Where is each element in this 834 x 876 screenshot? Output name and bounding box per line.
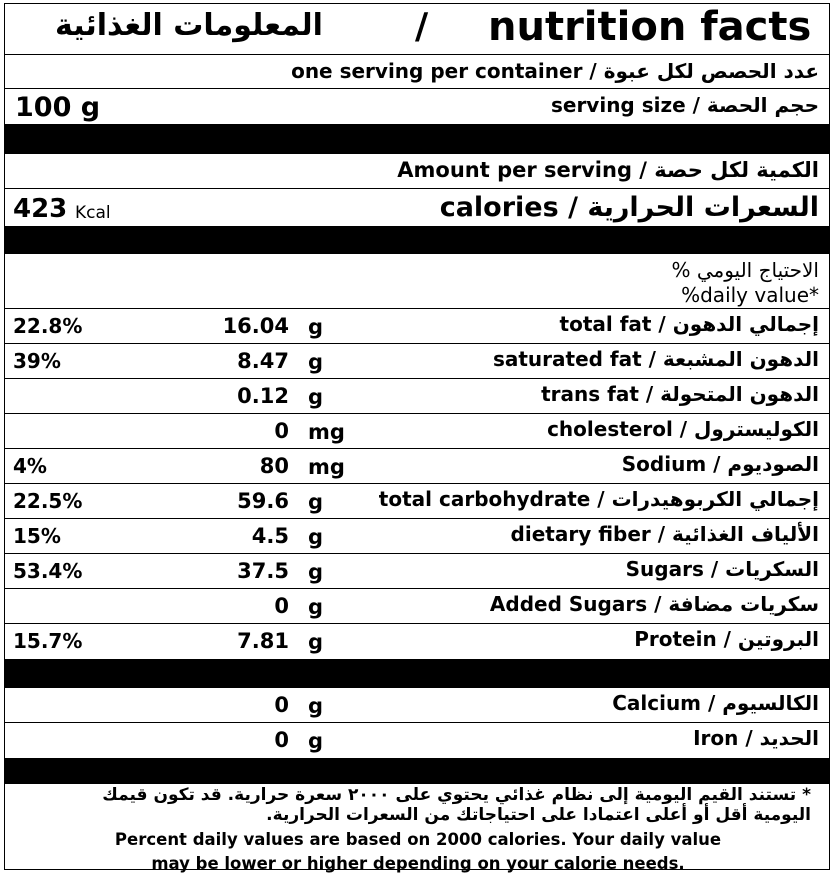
mineral-name: Calcium / الكالسيوم [612, 691, 819, 715]
daily-value-percent: 15.7% [13, 629, 83, 653]
nutrient-amount: 16.04 [222, 314, 289, 338]
mineral-unit: g [308, 729, 324, 753]
nutrition-facts-label [4, 3, 830, 873]
nutrient-amount: 0.12 [237, 384, 289, 408]
mineral-row-iron [5, 723, 829, 758]
nutrient-amount: 8.47 [237, 349, 289, 373]
title-arabic: المعلومات الغذائية [55, 8, 323, 43]
footnote-arabic: * تستند القيم اليومية إلى نظام غذائي يحتوي على ٢٠٠٠ سعرة حرارية. قد تكون قيمك اليومية أقل أو أعلى اعتمادا على احتياجاتك من السعرات الحرارية. [102, 785, 811, 825]
calories-value: 423 [13, 194, 68, 224]
daily-value-header-en: %daily value* [681, 283, 819, 307]
nutrient-unit: g [308, 350, 324, 374]
footnote [5, 784, 829, 873]
nutrient-unit: g [308, 385, 324, 409]
nutrient-amount: 37.5 [237, 559, 289, 583]
nutrient-row-sugars [5, 554, 829, 589]
nutrient-row-dietary-fiber [5, 519, 829, 554]
divider-bar [5, 125, 829, 154]
serving-size-value: 100 g [15, 92, 101, 123]
calories-label: calories / السعرات الحرارية [439, 192, 819, 223]
nutrient-amount: 80 [259, 454, 289, 478]
nutrient-row-total-fat [5, 309, 829, 344]
nutrient-amount: 0 [274, 594, 289, 618]
nutrient-row-protein [5, 624, 829, 659]
daily-value-header-row [5, 254, 829, 309]
divider-bar [5, 758, 829, 784]
nutrient-row-saturated-fat [5, 344, 829, 379]
daily-value-percent: 4% [13, 454, 47, 478]
serving-size-label: serving size / حجم الحصة [550, 93, 819, 117]
nutrient-row-total-carbohydrate [5, 484, 829, 519]
nutrient-unit: mg [308, 420, 345, 444]
serving-size-row [5, 89, 829, 125]
footnote-english: Percent daily values are based on 2000 calories. Your daily value may be lower or higher depending on your calorie needs. [114, 830, 722, 873]
divider-bar [5, 227, 829, 254]
daily-value-percent: 53.4% [13, 559, 83, 583]
mineral-unit: g [308, 694, 324, 718]
mineral-name: Iron / الحديد [693, 726, 819, 750]
calories-row [5, 189, 829, 227]
nutrient-unit: g [308, 525, 324, 549]
servings-per-container: one serving per container / عدد الحصص لكل عبوة [291, 59, 819, 83]
nutrient-row-trans-fat [5, 379, 829, 414]
nutrient-name: Sodium / الصوديوم [621, 452, 819, 476]
nutrient-row-cholesterol [5, 414, 829, 449]
daily-value-percent: 22.8% [13, 314, 83, 338]
nutrient-unit: g [308, 560, 324, 584]
nutrient-name: Added Sugars / سكريات مضافة [489, 592, 819, 616]
servings-per-container-row [5, 55, 829, 89]
daily-value-header-ar: % الاحتياج اليومي [671, 258, 819, 282]
title-english: nutrition facts [488, 4, 812, 50]
nutrient-row-sodium [5, 449, 829, 484]
nutrient-amount: 0 [274, 419, 289, 443]
amount-per-serving-row [5, 154, 829, 189]
daily-value-percent: 39% [13, 349, 61, 373]
mineral-amount: 0 [274, 728, 289, 752]
daily-value-percent: 22.5% [13, 489, 83, 513]
nutrient-name: Sugars / السكريات [625, 557, 819, 581]
nutrient-name: total carbohydrate / إجمالي الكربوهيدرات [378, 487, 819, 511]
nutrient-name: total fat / إجمالي الدهون [559, 312, 819, 336]
nutrient-name: trans fat / الدهون المتحولة [541, 382, 819, 406]
nutrient-name: cholesterol / الكوليسترول [547, 417, 819, 441]
nutrient-name: saturated fat / الدهون المشبعة [492, 347, 819, 371]
mineral-amount: 0 [274, 693, 289, 717]
nutrient-amount: 4.5 [251, 524, 289, 548]
nutrient-row-added-sugars [5, 589, 829, 624]
daily-value-percent: 15% [13, 524, 61, 548]
title-separator: / [415, 6, 429, 47]
nutrient-amount: 7.81 [237, 629, 289, 653]
nutrient-unit: g [308, 315, 324, 339]
calories-unit: Kcal [75, 203, 111, 223]
nutrient-unit: g [308, 490, 324, 514]
nutrient-unit: mg [308, 455, 345, 479]
nutrient-name: dietary fiber / الألياف الغذائية [510, 522, 819, 546]
divider-bar [5, 659, 829, 688]
nutrient-name: Protein / البروتين [634, 627, 819, 651]
nutrient-unit: g [308, 630, 324, 654]
nutrient-amount: 59.6 [237, 489, 289, 513]
amount-per-serving: Amount per serving / الكمية لكل حصة [397, 158, 819, 182]
title-row [5, 4, 829, 55]
mineral-row-calcium [5, 688, 829, 723]
nutrient-unit: g [308, 595, 324, 619]
